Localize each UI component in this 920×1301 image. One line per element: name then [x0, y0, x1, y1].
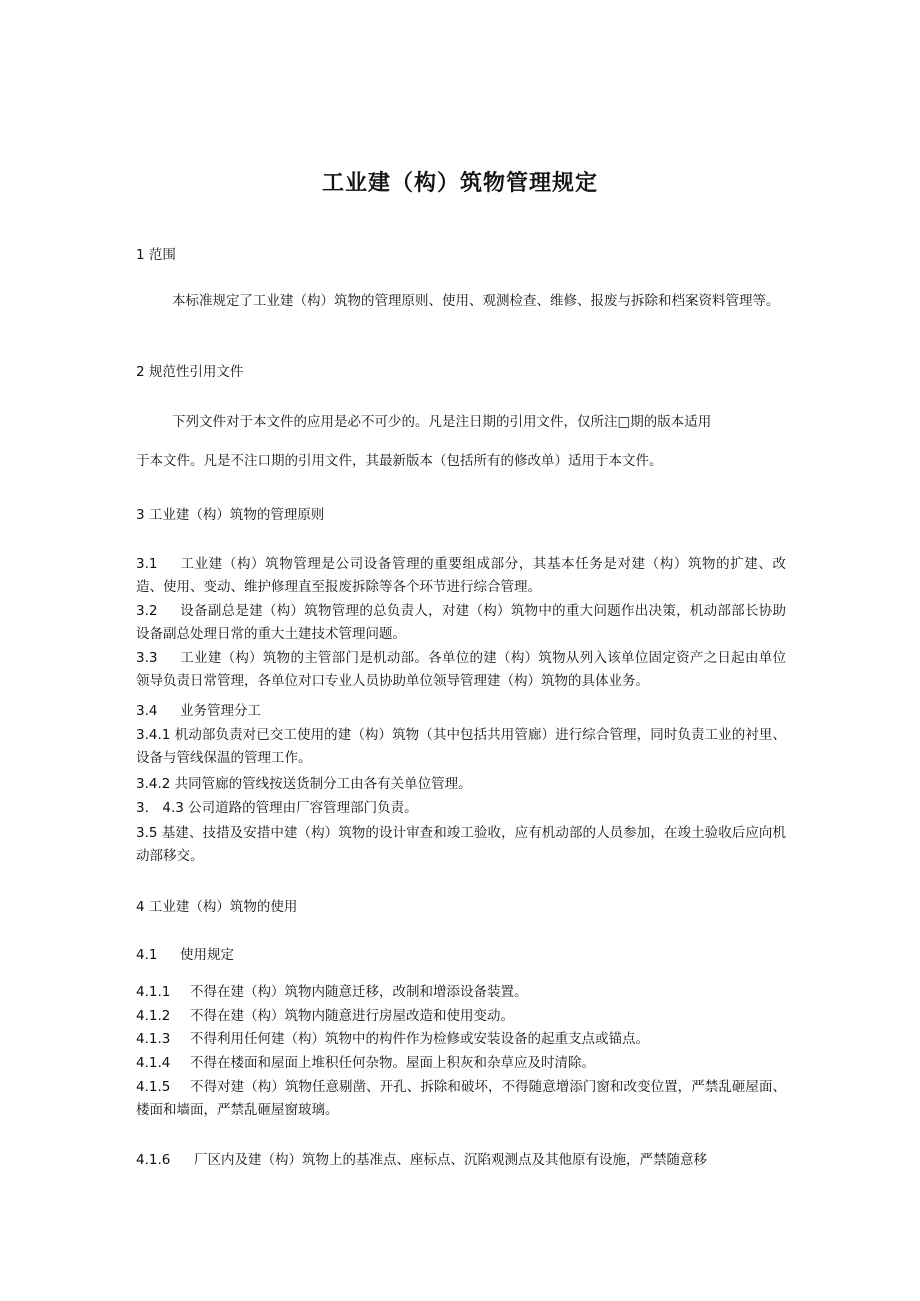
section-1-paragraph: 本标准规定了工业建（构）筑物的管理原则、使用、观测检查、维修、报废与拆除和档案资料管理等。: [172, 293, 780, 309]
clause-3-4-2: 3.4.2 共同管廊的管线按送货制分工由各有关单位管理。: [136, 776, 472, 792]
clause-text: 工业建（构）筑物的主管部门是机动部。各单位的建（构）筑物从列入该单位固定资产之日起由单位领导负责日常管理，各单位对口专业人员协助单位领导管理建（构）筑物的具体业务。: [136, 650, 786, 689]
clause-text: 不得在建（构）筑物内随意迁移，改制和增添设备装置。: [190, 984, 528, 1000]
clause-text: 不得在楼面和屋面上堆积任何杂物。屋面上积灰和杂草应及时清除。: [190, 1055, 595, 1071]
clause-3-2: [136, 600, 786, 646]
clause-text: 不得利用任何建（构）筑物中的构件作为检修或安装设备的起重支点或锚点。: [190, 1031, 649, 1047]
clause-text: 设备副总是建（构）筑物管理的总负责人，对建（构）筑物中的重大问题作出决策，机动部部长协助设备副总处理日常的重大土建技术管理问题。: [136, 603, 786, 642]
clause-number: 4.1.3: [136, 1031, 171, 1047]
clause-text: 使用规定: [180, 947, 234, 963]
clause-text: 业务管理分工: [180, 703, 261, 719]
clause-number: 3.3: [136, 650, 158, 666]
clause-4-1: [136, 945, 786, 965]
clause-text: 厂区内及建（构）筑物上的基准点、座标点、沉陷观测点及其他原有设施，严禁随意移: [194, 1152, 707, 1168]
clause-number: 4.1.1: [136, 984, 171, 1000]
section-2-paragraph-line-1: 下列文件对于本文件的应用是必不可少的。凡是注日期的引用文件，仅所注□期的版本适用: [172, 414, 712, 430]
clause-4-1-3: [136, 1029, 786, 1049]
clause-text: 不得在建（构）筑物内随意进行房屋改造和使用变动。: [190, 1008, 514, 1024]
clause-text: 不得对建（构）筑物任意剔凿、开孔、拆除和破坏，不得随意增添门窗和改变位置，严禁乱砸屋面、楼面和墙面，严禁乱砸屋窗玻璃。: [136, 1079, 786, 1118]
section-1-heading: 1 范围: [136, 247, 176, 263]
clause-number: 4.1.2: [136, 1008, 171, 1024]
section-3-heading: 3 工业建（构）筑物的管理原则: [136, 507, 325, 523]
clause-number: 4.1.4: [136, 1055, 171, 1071]
clause-number: 4.1: [136, 947, 158, 963]
clause-3-5: 3.5 基建、技措及安措中建（构）筑物的设计审查和竣工验收，应有机动部的人员参加，在竣土验收后应向机动部移交。: [136, 825, 786, 864]
clause-3-1: [136, 553, 786, 599]
clause-number: 3.1: [136, 556, 158, 572]
clause-3-4: [136, 701, 786, 721]
clause-3-4-3: 3. 4.3 公司道路的管理由厂容管理部门负责。: [136, 800, 418, 816]
clause-text: 工业建（构）筑物管理是公司设备管理的重要组成部分，其基本任务是对建（构）筑物的扩建、改造、使用、变动、维护修理直至报废拆除等各个环节进行综合管理。: [136, 556, 786, 595]
clause-4-1-6: [136, 1150, 786, 1170]
section-4-heading: 4 工业建（构）筑物的使用: [136, 899, 298, 915]
clause-3-4-1: 3.4.1 机动部负责对已交工使用的建（构）筑物（其中包括共用管廊）进行综合管理，同时负责工业的衬里、设备与管线保温的管理工作。: [136, 727, 786, 766]
clause-4-1-5: [136, 1076, 786, 1122]
clause-number: 3.4: [136, 703, 158, 719]
document-title: 工业建（构）筑物管理规定: [321, 171, 598, 196]
clause-number: 3.2: [136, 603, 158, 619]
clause-4-1-4: [136, 1053, 786, 1073]
clause-4-1-2: [136, 1006, 786, 1026]
clause-number: 4.1.5: [136, 1079, 171, 1095]
clause-4-1-1: [136, 982, 786, 1002]
clause-3-3: [136, 647, 786, 693]
section-2-heading: 2 规范性引用文件: [136, 364, 244, 380]
section-2-paragraph-line-2: 于本文件。凡是不注口期的引用文件，其最新版本（包括所有的修改单）适用于本文件。: [136, 453, 663, 469]
clause-number: 4.1.6: [136, 1152, 171, 1168]
